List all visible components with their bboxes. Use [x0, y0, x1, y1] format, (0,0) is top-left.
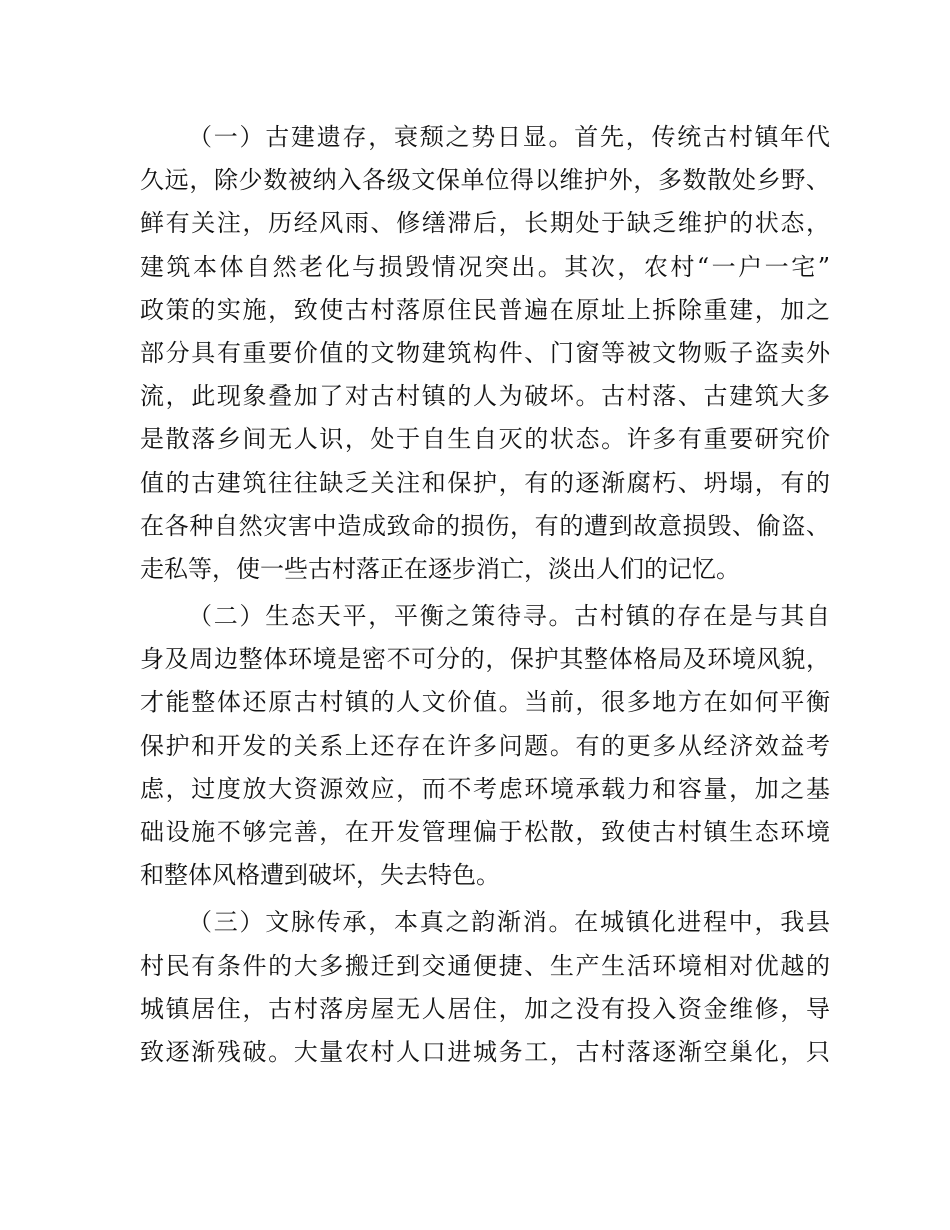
text-line: 值的古建筑往往缺乏关注和保护，有的逐渐腐朽、坍塌，有的 — [140, 468, 830, 497]
text-line: 村民有条件的大多搬迁到交通便捷、生产生活环境相对优越的 — [140, 951, 830, 980]
text-line: （二）生态天平，平衡之策待寻。古村镇的存在是与其自 — [188, 602, 830, 631]
text-line: （一）古建遗存，衰颓之势日显。首先，传统古村镇年代 — [188, 123, 830, 151]
text-line: （三）文脉传承，本真之韵渐消。在城镇化进程中，我县 — [188, 908, 830, 937]
text-line: 在各种自然灾害中造成致命的损伤，有的遭到故意损毁、偷盗、 — [140, 511, 830, 540]
text-line: 政策的实施，致使古村落原住民普遍在原址上拆除重建，加之 — [140, 295, 830, 324]
text-line: 部分具有重要价值的文物建筑构件、门窗等被文物贩子盗卖外 — [140, 338, 830, 367]
paragraph-1 — [140, 116, 830, 591]
text-line: 走私等，使一些古村落正在逐步消亡，淡出人们的记忆。 — [140, 554, 740, 583]
text-line: 虑，过度放大资源效应，而不考虑环境承载力和容量，加之基 — [140, 774, 830, 803]
text-line: 致逐渐残破。大量农村人口进城务工，古村落逐渐空巢化，只 — [140, 1037, 830, 1066]
text-line: 是散落乡间无人识，处于自生自灭的状态。许多有重要研究价 — [140, 425, 830, 454]
document-body — [140, 116, 830, 1074]
paragraph-2 — [140, 595, 830, 897]
text-line: 鲜有关注，历经风雨、修缮滞后，长期处于缺乏维护的状态， — [140, 209, 830, 238]
text-line: 础设施不够完善，在开发管理偏于松散，致使古村镇生态环境 — [140, 818, 830, 846]
text-line: 和整体风格遭到破坏，失去特色。 — [140, 861, 500, 890]
paragraph-3 — [140, 901, 830, 1074]
text-line: 流，此现象叠加了对古村镇的人为破坏。古村落、古建筑大多 — [140, 382, 830, 411]
text-line: 保护和开发的关系上还存在许多问题。有的更多从经济效益考 — [140, 731, 830, 760]
text-line: 建筑本体自然老化与损毁情况突出。其次，农村“一户一宅” — [140, 252, 830, 281]
text-line: 身及周边整体环境是密不可分的，保护其整体格局及环境风貌， — [140, 645, 830, 674]
text-line: 才能整体还原古村镇的人文价值。当前，很多地方在如何平衡 — [140, 688, 830, 717]
text-line: 久远，除少数被纳入各级文保单位得以维护外，多数散处乡野、 — [140, 166, 830, 195]
text-line: 城镇居住，古村落房屋无人居住，加之没有投入资金维修，导 — [140, 994, 830, 1023]
